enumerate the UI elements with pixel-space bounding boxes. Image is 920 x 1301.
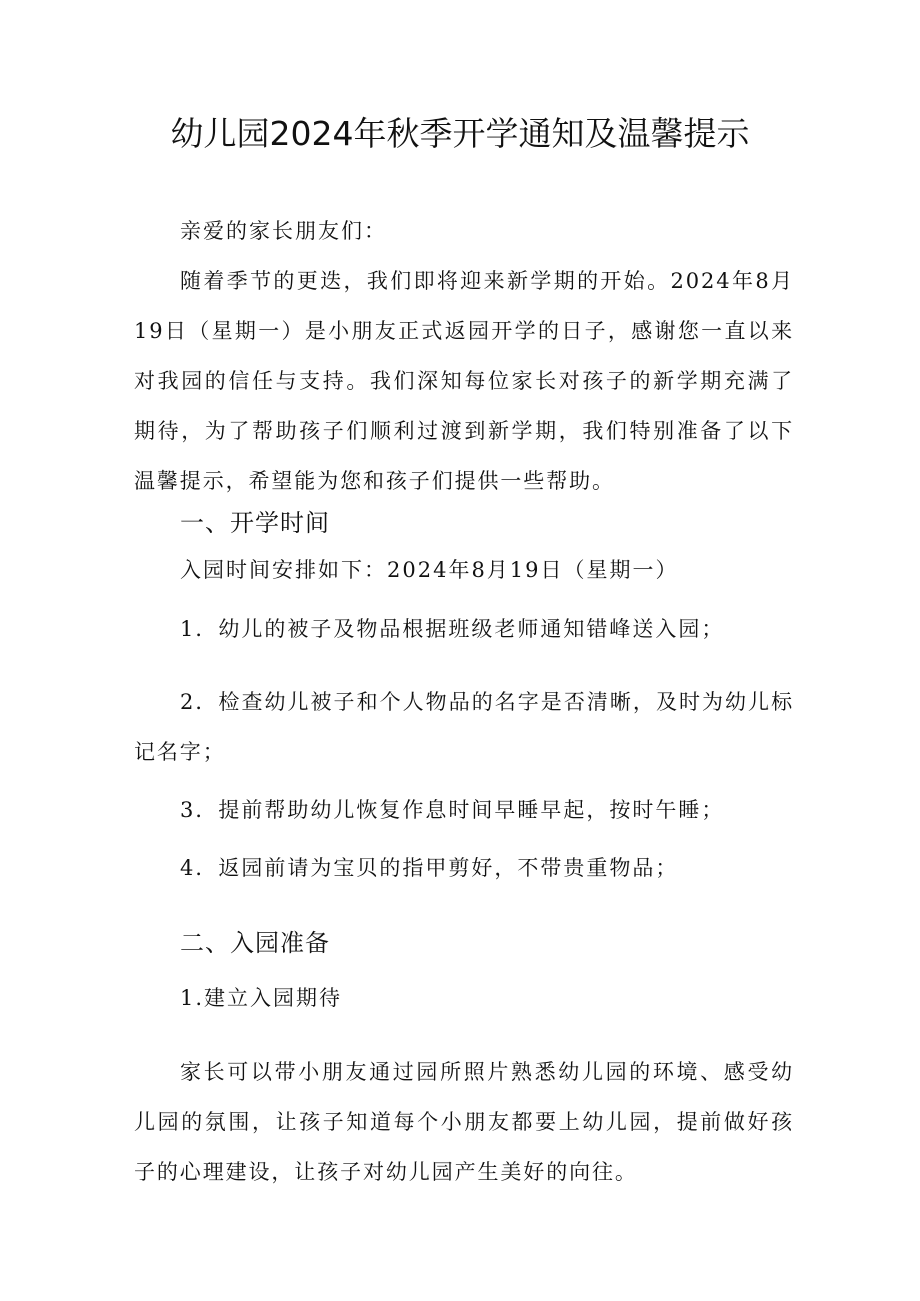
- list-item-4: 4．返园前请为宝贝的指甲剪好，不带贵重物品；: [180, 856, 679, 880]
- list-item-2: 2．检查幼儿被子和个人物品的名字是否清晰，及时为幼儿标记名字；: [134, 690, 794, 764]
- list-item-1: 1．幼儿的被子及物品根据班级老师通知错峰送入园；: [180, 617, 725, 641]
- document-title: 幼儿园2024年秋季开学通知及温馨提示: [170, 114, 750, 153]
- list-item-3: 3．提前帮助幼儿恢复作息时间早睡早起，按时午睡；: [180, 798, 725, 822]
- section-heading-start-time: 一、开学时间: [180, 509, 330, 537]
- schedule-line: 入园时间安排如下：2024年8月19日（星期一）: [180, 558, 679, 582]
- section-heading-preparation: 二、入园准备: [180, 929, 330, 957]
- intro-paragraph: 随着季节的更迭，我们即将迎来新学期的开始。2024年8月19日（星期一）是小朋友正式返园开学的日子，感谢您一直以来对我园的信任与支持。我们深知每位家长对孩子的新学期充满了期待，为了帮助孩子们顺利过渡到新学期，我们特别准备了以下温馨提示，希望能为您和孩子们提供一些帮助。: [134, 269, 794, 493]
- subheading-expectation: 1.建立入园期待: [180, 986, 343, 1010]
- preparation-paragraph: 家长可以带小朋友通过园所照片熟悉幼儿园的环境、感受幼儿园的氛围，让孩子知道每个小朋友都要上幼儿园，提前做好孩子的心理建设，让孩子对幼儿园产生美好的向往。: [134, 1060, 794, 1184]
- salutation: 亲爱的家长朋友们：: [180, 219, 387, 243]
